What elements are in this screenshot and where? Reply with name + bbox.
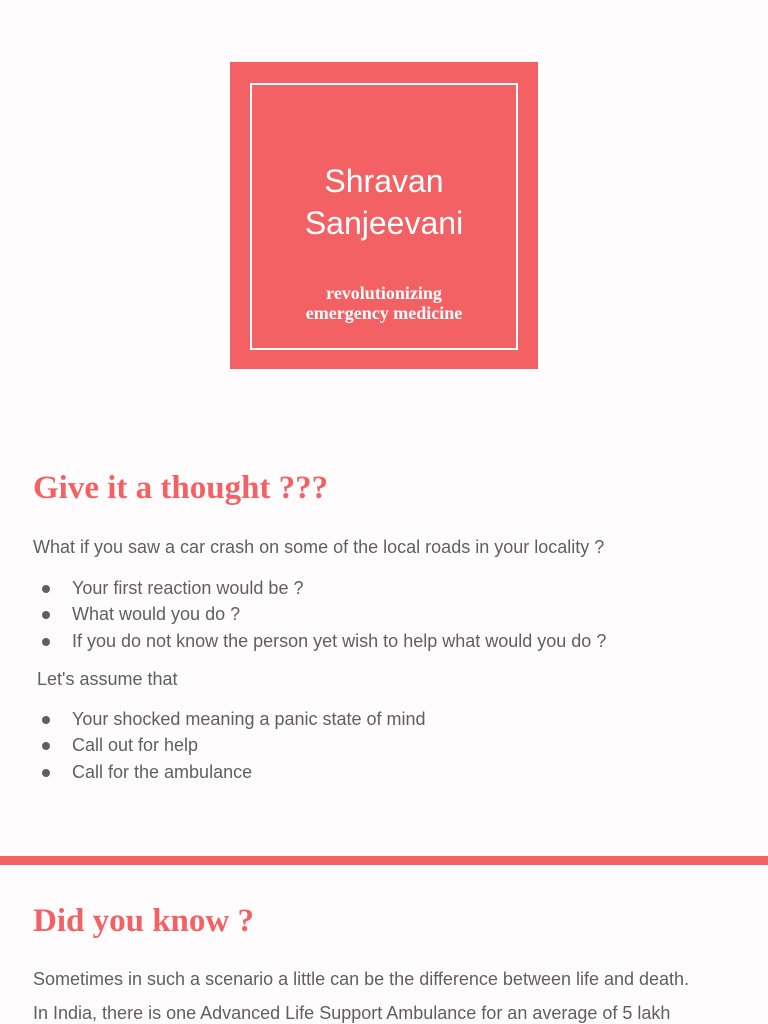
list-item-text: Call for the ambulance [72,761,253,782]
bullet-icon [42,611,50,619]
body-paragraph: In India, there is one Advanced Life Support Ambulance for an average of 5 lakh [33,1003,671,1023]
hero-title: Shravan Sanjeevani [304,163,464,241]
list-item-text: Your first reaction would be ? [72,578,304,598]
questions-list [0,575,606,654]
list-item-text: Your shocked meaning a panic state of mind [72,709,426,729]
list-item [0,732,426,758]
section-heading-give-it-a-thought: Give it a thought ??? [33,470,329,506]
list-item-text: What would you do ? [72,604,241,625]
bullet-icon [42,585,50,593]
list-item [0,706,426,732]
section-heading-did-you-know: Did you know ? [33,903,254,939]
section-divider [0,856,768,865]
list-item [0,759,426,785]
list-item [0,628,606,654]
list-item-text: Call out for help [72,735,199,756]
assumptions-list [0,706,426,785]
list-item [0,601,606,627]
bullet-icon [42,742,50,750]
list-item [0,575,606,601]
bullet-icon [42,716,50,724]
hero-tagline: revolutionizing emergency medicine [305,283,463,323]
assume-label: Let's assume that [37,669,178,689]
intro-paragraph: What if you saw a car crash on some of the local roads in your locality ? [33,537,605,557]
bullet-icon [42,638,50,646]
list-item-text: If you do not know the person yet wish to help what would you do ? [72,630,607,651]
hero-banner [230,62,538,369]
bullet-icon [42,769,50,777]
body-paragraph: Sometimes in such a scenario a little can be the difference between life and death. [33,969,690,989]
